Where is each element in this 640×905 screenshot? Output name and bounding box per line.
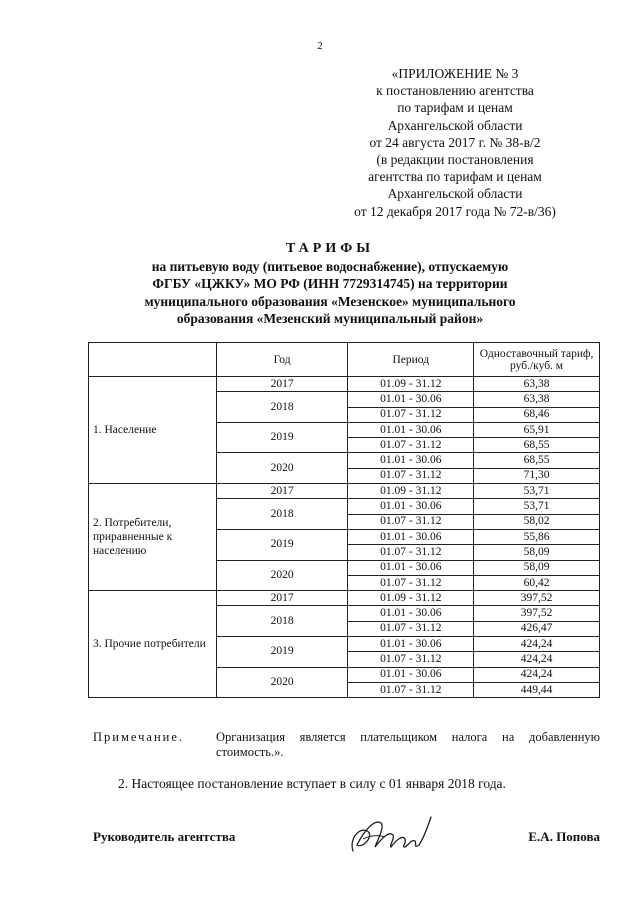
period-cell: 01.01 - 30.06 bbox=[348, 667, 474, 682]
period-cell: 01.01 - 30.06 bbox=[348, 529, 474, 544]
period-cell: 01.07 - 31.12 bbox=[348, 514, 474, 529]
tariff-value-cell: 449,44 bbox=[474, 682, 600, 697]
tariff-value-cell: 68,55 bbox=[474, 438, 600, 453]
year-cell: 2020 bbox=[216, 560, 348, 591]
table-row bbox=[89, 377, 600, 392]
tariff-value-cell: 58,09 bbox=[474, 545, 600, 560]
title-line: образования «Мезенский муниципальный район» bbox=[176, 311, 484, 326]
tariff-value-cell: 426,47 bbox=[474, 621, 600, 636]
tariff-value-cell: 424,24 bbox=[474, 652, 600, 667]
period-cell: 01.07 - 31.12 bbox=[348, 652, 474, 667]
table-row bbox=[89, 591, 600, 606]
table-row bbox=[89, 484, 600, 499]
year-cell: 2018 bbox=[216, 499, 348, 530]
note-text: Организация является плательщиком налога на добавленную стоимость.». bbox=[216, 730, 600, 759]
period-cell: 01.07 - 31.12 bbox=[348, 438, 474, 453]
period-cell: 01.07 - 31.12 bbox=[348, 575, 474, 590]
header-period: Период bbox=[348, 343, 474, 377]
year-cell: 2020 bbox=[216, 453, 348, 484]
tariff-value-cell: 58,09 bbox=[474, 560, 600, 575]
appendix-line: к постановлению агентства bbox=[376, 83, 534, 99]
appendix-line: «ПРИЛОЖЕНИЕ № 3 bbox=[391, 66, 519, 81]
appendix-line: от 12 декабря 2017 года № 72-в/36) bbox=[354, 203, 556, 219]
tariff-value-cell: 60,42 bbox=[474, 575, 600, 590]
tariff-body bbox=[89, 377, 600, 698]
tariff-value-cell: 65,91 bbox=[474, 422, 600, 437]
category-cell: 2. Потребители, приравненные к населению bbox=[89, 484, 217, 591]
period-cell: 01.07 - 31.12 bbox=[348, 407, 474, 422]
year-cell: 2019 bbox=[216, 529, 348, 560]
period-cell: 01.07 - 31.12 bbox=[348, 468, 474, 483]
tariff-value-cell: 68,55 bbox=[474, 453, 600, 468]
appendix-line: от 24 августа 2017 г. № 38-в/2 bbox=[369, 134, 541, 150]
handwritten-signature bbox=[345, 809, 435, 859]
period-cell: 01.01 - 30.06 bbox=[348, 392, 474, 407]
title-line: на питьевую воду (питьевое водоснабжение), отпускаемую bbox=[151, 258, 509, 274]
signature-block bbox=[93, 827, 600, 867]
year-cell: 2018 bbox=[216, 606, 348, 637]
period-cell: 01.01 - 30.06 bbox=[348, 499, 474, 514]
header-year: Год bbox=[216, 343, 348, 377]
year-cell: 2018 bbox=[216, 392, 348, 423]
year-cell: 2017 bbox=[216, 377, 348, 392]
title-line: муниципального образования «Мезенское» муниципального bbox=[144, 293, 516, 309]
year-cell: 2020 bbox=[216, 667, 348, 698]
tariff-value-cell: 68,46 bbox=[474, 407, 600, 422]
period-cell: 01.01 - 30.06 bbox=[348, 453, 474, 468]
category-cell: 3. Прочие потребители bbox=[89, 591, 217, 698]
tariff-value-cell: 424,24 bbox=[474, 667, 600, 682]
appendix-line: агентства по тарифам и ценам bbox=[368, 169, 542, 185]
period-cell: 01.01 - 30.06 bbox=[348, 606, 474, 621]
appendix-line: по тарифам и ценам bbox=[397, 100, 513, 116]
period-cell: 01.01 - 30.06 bbox=[348, 422, 474, 437]
title-line: ФГБУ «ЦЖКУ» МО РФ (ИНН 7729314745) на территории bbox=[152, 276, 508, 291]
category-cell: 1. Население bbox=[89, 377, 217, 484]
year-cell: 2017 bbox=[216, 591, 348, 606]
page-number: 2 bbox=[317, 40, 323, 52]
tariff-value-cell: 53,71 bbox=[474, 484, 600, 499]
period-cell: 01.09 - 31.12 bbox=[348, 484, 474, 499]
tariff-value-cell: 71,30 bbox=[474, 468, 600, 483]
period-cell: 01.01 - 30.06 bbox=[348, 560, 474, 575]
appendix-line: Архангельской области bbox=[387, 117, 523, 133]
signatory-title: Руководитель агентства bbox=[93, 829, 236, 844]
header-tariff: Одноставочный тариф, руб./куб. м bbox=[474, 343, 600, 377]
note-label: Примечание. bbox=[93, 730, 185, 744]
appendix-line: Архангельской области bbox=[387, 186, 523, 202]
header-category bbox=[89, 343, 217, 377]
table-header-row bbox=[89, 343, 600, 377]
tariff-value-cell: 58,02 bbox=[474, 514, 600, 529]
tariff-value-cell: 55,86 bbox=[474, 529, 600, 544]
appendix-line: (в редакции постановления bbox=[376, 152, 534, 168]
tariff-value-cell: 424,24 bbox=[474, 637, 600, 652]
period-cell: 01.09 - 31.12 bbox=[348, 591, 474, 606]
note bbox=[93, 730, 600, 760]
period-cell: 01.01 - 30.06 bbox=[348, 637, 474, 652]
tariff-value-cell: 397,52 bbox=[474, 591, 600, 606]
document-title bbox=[120, 240, 540, 328]
year-cell: 2019 bbox=[216, 422, 348, 453]
tariff-value-cell: 397,52 bbox=[474, 606, 600, 621]
tariff-table bbox=[88, 342, 600, 698]
clause-2: 2. Настоящее постановление вступает в силу с 01 января 2018 года. bbox=[118, 776, 506, 791]
period-cell: 01.09 - 31.12 bbox=[348, 377, 474, 392]
year-cell: 2019 bbox=[216, 637, 348, 668]
tariff-value-cell: 63,38 bbox=[474, 392, 600, 407]
appendix-header bbox=[330, 65, 580, 220]
signatory-name: Е.А. Попова bbox=[528, 829, 600, 844]
period-cell: 01.07 - 31.12 bbox=[348, 621, 474, 636]
period-cell: 01.07 - 31.12 bbox=[348, 545, 474, 560]
tariff-value-cell: 53,71 bbox=[474, 499, 600, 514]
tariff-value-cell: 63,38 bbox=[474, 377, 600, 392]
period-cell: 01.07 - 31.12 bbox=[348, 682, 474, 697]
main-title: ТАРИФЫ bbox=[286, 241, 374, 256]
year-cell: 2017 bbox=[216, 484, 348, 499]
